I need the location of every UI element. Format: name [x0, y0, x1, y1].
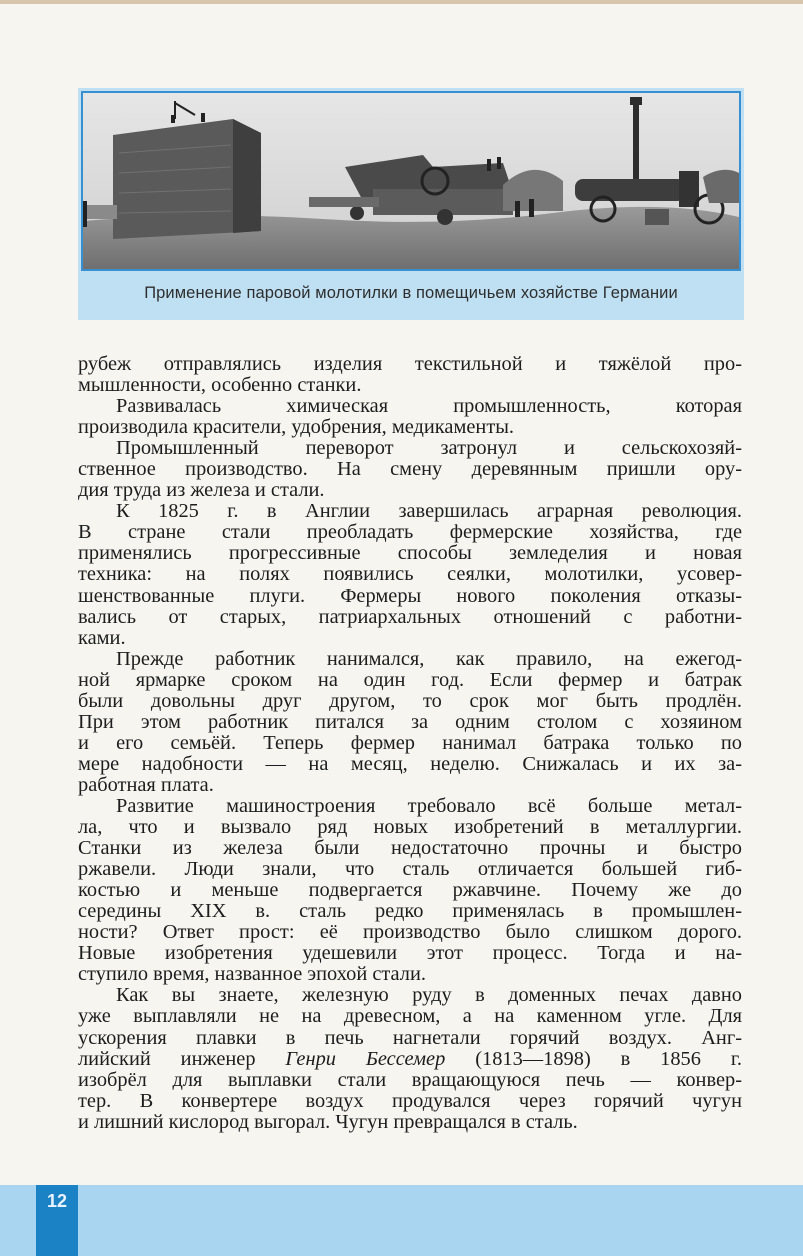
- text-line: были довольны друг другом, то срок мог быть продлён.: [78, 689, 742, 712]
- text-line: шенствованные плуги. Фермеры нового поколения отказы-: [78, 584, 742, 607]
- text-line: рубеж отправлялись изделия текстильной и тяжёлой про-: [78, 353, 742, 375]
- text-line: применялись прогрессивные способы земледелия и новая: [78, 542, 742, 565]
- text-line: изобрёл для выплавки стали вращающуюся печь — конвер-: [78, 1068, 742, 1091]
- paragraph: [78, 501, 742, 648]
- text-line: ной ярмарке сроком на один год. Если фермер и батрак: [78, 668, 742, 691]
- paragraph: [78, 985, 742, 1132]
- text-line: тер. В конвертере воздух продувался через горячий чугун: [78, 1089, 742, 1112]
- figure-caption: Применение паровой молотилки в помещичьем хозяйстве Германии: [144, 284, 678, 302]
- text-line: дия труда из железа и стали.: [78, 479, 325, 502]
- paragraph: [78, 649, 742, 796]
- text-line: мышленности, особенно станки.: [78, 374, 362, 397]
- text-line: Промышленный переворот затронул и сельскохозяй-: [116, 437, 742, 460]
- page-number: 12: [46, 1191, 68, 1211]
- text-line: Станки из железа были недостаточно прочны и быстро: [78, 837, 742, 860]
- paragraph: [78, 796, 742, 985]
- page-footer-band: [0, 1185, 803, 1256]
- text-line: и его семьёй. Теперь фермер нанимал батрака только по: [78, 731, 742, 754]
- page-top-edge: [0, 0, 803, 4]
- text-line: ности? Ответ прост: её производство было слишком дорого.: [78, 921, 742, 944]
- text-line: техника: на полях появились сеялки, молотилки, усовер-: [78, 563, 742, 586]
- text-line: ла, что и вызвало ряд новых изобретений в металлургии.: [78, 816, 742, 839]
- text-line: ступило время, названное эпохой стали.: [78, 963, 426, 986]
- text-line: Прежде работник нанимался, как правило, на ежегод-: [116, 647, 742, 670]
- text-line: Как вы знаете, железную руду в доменных печах давно: [116, 984, 742, 1007]
- paragraph: [78, 396, 742, 438]
- paragraph: [78, 354, 742, 396]
- photo-illustration: [83, 93, 739, 269]
- text-line: В стране стали преобладать фермерские хозяйства, где: [78, 521, 742, 544]
- text-line: ками.: [78, 626, 126, 649]
- text-line: уже выплавляли не на древесном, а на каменном угле. Для: [78, 1005, 742, 1028]
- text-line: К 1825 г. в Англии завершилась аграрная революция.: [116, 500, 742, 523]
- text-line: При этом работник питался за одним столом с хозяином: [78, 710, 742, 733]
- italic-name: Генри Бессемер: [285, 1047, 446, 1070]
- text-line: Новые изобретения удешевили этот процесс. Тогда и на-: [78, 942, 742, 965]
- steam-threshing-photo: [81, 91, 741, 271]
- page-number-tab: [36, 1185, 78, 1256]
- text-line: вались от старых, патриархальных отношений с работни-: [78, 605, 742, 628]
- text-line: ржавели. Люди знали, что сталь отличается большей гиб-: [78, 858, 742, 881]
- text-line: и лишний кислород выгорал. Чугун превращался в сталь.: [78, 1110, 578, 1133]
- text-line: ускорения плавки в печь нагнетали горячий воздух. Анг-: [78, 1026, 742, 1049]
- text-line: Развитие машиностроения требовало всё больше метал-: [116, 794, 742, 817]
- text-line: ственное производство. На смену деревянным пришли ору-: [78, 458, 742, 481]
- text-line: Развивалась химическая промышленность, которая: [116, 395, 742, 418]
- text-line: костью и меньше подвергается ржавчине. Почему же до: [78, 879, 742, 902]
- text-line: работная плата.: [78, 773, 214, 796]
- paragraph: [78, 438, 742, 501]
- figure: [78, 88, 744, 320]
- text-line: лийский инженер Генри Бессемер (1813—1898) в 1856 г.: [78, 1047, 742, 1070]
- text-line: мере надобности — на месяц, неделю. Снижалась и их за-: [78, 752, 742, 775]
- text-line: середины XIX в. сталь редко применялась в промышлен-: [78, 900, 742, 923]
- text-line: производила красители, удобрения, медикаменты.: [78, 416, 515, 439]
- body-text: [78, 354, 742, 1133]
